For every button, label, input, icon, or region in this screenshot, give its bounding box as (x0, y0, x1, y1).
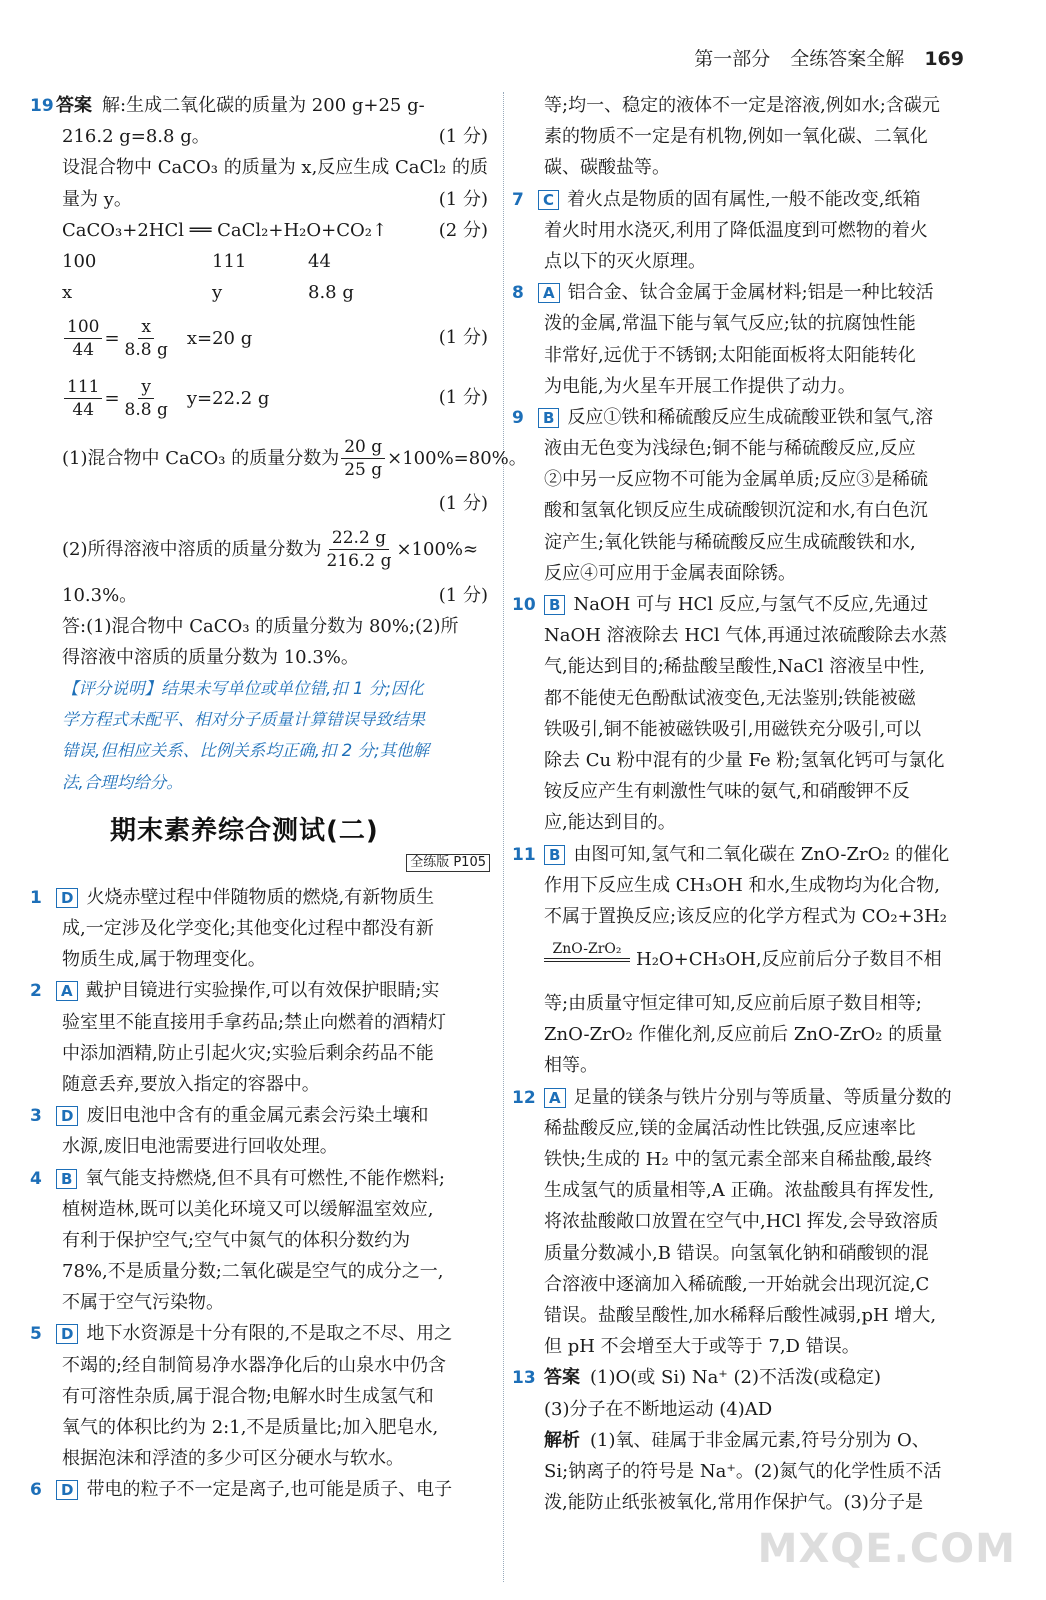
question-number: 12 (512, 1087, 536, 1108)
text-line: 酸和氢氧化钡反应生成硫酸钡沉淀和水,有白色沉 (544, 500, 928, 522)
question-1 (30, 882, 498, 976)
fraction: $\frac{111}{44}$ (64, 376, 102, 421)
text-line: 反应①铁和稀硫酸反应生成硫酸亚铁和氢气,溶 (567, 406, 934, 428)
question-number: 8 (512, 283, 524, 304)
text-line: 稀盐酸反应,镁的金属活动性比铁强,反应速率比 (544, 1117, 916, 1139)
answer-badge: A (538, 283, 560, 303)
text-line: 等;均一、稳定的液体不一定是溶液,例如水;含碳元 (544, 95, 940, 116)
scoring-note: 【评分说明】结果未写单位或单位错,扣 1 分;因化 (62, 679, 424, 699)
text-line: ZnO-ZrO₂ 作催化剂,反应前后 ZnO-ZrO₂ 的质量 (544, 1024, 943, 1046)
answer-badge: B (544, 595, 565, 615)
section-label: 第一部分 (694, 48, 771, 70)
text-line: 气,能达到目的;稀盐酸呈酸性,NaCl 溶液呈中性, (544, 656, 925, 678)
text-line: 足量的镁条与铁片分别与等质量、等质量分数的 (573, 1086, 952, 1108)
question-4 (30, 1163, 498, 1319)
text-line: 不属于空气污染物。 (62, 1292, 224, 1314)
text-line: NaOH 溶液除去 HCl 气体,再通过浓硫酸除去水蒸 (544, 625, 948, 647)
scoring-note: 法,合理均给分。 (62, 772, 183, 792)
text-line: 有可溶性杂质,属于混合物;电解水时生成氢气和 (62, 1385, 434, 1407)
question-number: 11 (512, 844, 536, 865)
text-line: 但 pH 不会增至大于或等于 7,D 错误。 (544, 1336, 860, 1358)
text-line: 点以下的灭火原理。 (544, 250, 706, 272)
question-7 (512, 184, 982, 278)
question-number: 7 (512, 189, 524, 210)
scoring-note: 错误,但相应关系、比例关系均正确,扣 2 分;其他解 (62, 741, 430, 761)
text-line: 合溶液中逐滴加入稀硫酸,一开始就会出现沉淀,C (544, 1273, 930, 1295)
text-line: 错误。盐酸呈酸性,加水稀释后酸性减弱,pH 增大, (544, 1304, 937, 1326)
answer-badge: B (538, 408, 559, 428)
question-number: 6 (30, 1480, 42, 1501)
text-line: 相等。 (544, 1055, 598, 1077)
question-6 (30, 1474, 498, 1505)
text-line: 物质生成,属于物理变化。 (62, 949, 266, 971)
text-line: 火烧赤壁过程中伴随物质的燃烧,有新物质生 (86, 886, 435, 908)
fraction: $\frac{y}{8.8 g}$ (124, 376, 168, 420)
text-line: 泼,能防止纸张被氧化,常用作保护气。(3)分子是 (544, 1492, 923, 1514)
question-5 (30, 1318, 498, 1474)
question-12 (512, 1082, 982, 1363)
score: (1 分) (438, 493, 488, 515)
text-line: 液由无色变为浅绿色;铜不能与稀硫酸反应,反应 (544, 438, 916, 460)
answer-label: 答案 (56, 95, 92, 116)
text-line: 水源,废旧电池需要进行回收处理。 (62, 1136, 338, 1158)
text-line: ②中另一反应物不可能为金属单质;反应③是稀硫 (544, 469, 929, 491)
unknown-var: y (212, 282, 223, 304)
answer-badge: D (56, 1480, 78, 1500)
text-line: (1)氧、硅属于非金属元素,符号分别为 O、 (590, 1429, 930, 1451)
score: (1 分) (438, 188, 488, 210)
result: x=20 g (186, 327, 253, 349)
score: (2 分) (438, 219, 488, 241)
reaction-line (512, 932, 982, 988)
question-number: 5 (30, 1324, 42, 1345)
answer-badge: D (56, 888, 78, 908)
text-line: 着火点是物质的固有属性,一般不能改变,纸箱 (567, 188, 921, 210)
text-line: 216.2 g=8.8 g。 (62, 126, 210, 148)
section-title: 期末素养综合测试(二) (110, 815, 379, 846)
scoring-note: 学方程式未配平、相对分子质量计算错误导致结果 (62, 710, 425, 730)
text-line: 着火时用水浇灭,利用了降低温度到可燃物的着火 (544, 219, 928, 241)
text-line: (3)分子在不断地运动 (4)AD (544, 1398, 773, 1420)
question-2 (30, 975, 498, 1100)
text-line: 铝合金、钛合金属于金属材料;铝是一种比较活 (567, 282, 934, 304)
answer-badge: B (544, 845, 565, 865)
answer-badge: D (56, 1324, 78, 1344)
answer-badge: B (56, 1169, 77, 1189)
question-number: 4 (30, 1168, 42, 1189)
analysis-label: 解析 (544, 1429, 580, 1451)
text-line: 得溶液中溶质的质量分数为 10.3%。 (62, 646, 359, 668)
reference-badge: 全练版 P105 (406, 854, 490, 872)
score: (1 分) (438, 126, 488, 148)
question-number: 1 (30, 887, 42, 908)
answer-badge: D (56, 1106, 78, 1126)
question-8 (512, 277, 982, 402)
answer-badge: C (538, 190, 559, 210)
question-6-continued (512, 90, 982, 184)
text-line: 淀产生;氧化铁能与稀硫酸反应生成硫酸铁和水, (544, 531, 916, 553)
text-line: 有利于保护空气;空气中氮气的体积分数约为 (62, 1229, 411, 1251)
text-line: 成,一定涉及化学变化;其他变化过程中都没有新 (62, 918, 434, 939)
question-10 (512, 589, 982, 839)
subtitle-label: 全练答案全解 (790, 48, 905, 70)
text-line: 验室里不能直接用手拿药品;禁止向燃着的酒精灯 (62, 1011, 447, 1033)
text-line: H₂O+CH₃OH,反应前后分子数目不相 (636, 949, 942, 971)
question-3 (30, 1100, 498, 1162)
question-11 (512, 839, 982, 1082)
section-title-block (30, 798, 498, 870)
text-line: 为电能,为火星车开展工作提供了动力。 (544, 375, 856, 397)
question-number: 19 (30, 96, 54, 116)
question-number: 9 (512, 407, 524, 428)
text-line: 量为 y。 (62, 188, 132, 210)
fraction: $\frac{100}{44}$ (64, 316, 102, 361)
text-line: 植树造林,既可以美化环境又可以缓解温室效应, (62, 1198, 434, 1220)
text-line: 不属于置换反应;该反应的化学方程式为 CO₂+3H₂ (544, 905, 947, 927)
text-line: 戴护目镜进行实验操作,可以有效保护眼睛;实 (85, 980, 440, 1002)
known-mass: 8.8 g (308, 282, 354, 304)
text-line: ×100%≈ (396, 538, 479, 560)
unknown-var: x (62, 282, 73, 304)
answer-badge: A (56, 981, 78, 1001)
equation: CaCO₃+2HCl ══ CaCl₂+H₂O+CO₂↑ (62, 219, 388, 241)
question-19: 19 答案 解:生成二氧化碳的质量为 200 g+25 g- 216.2 g=8.8 g。 (1 分) 设混合物中 CaCO₃ 的质量为 x,反应生成 CaCl₂ 的质 量为 y。 (1 分) CaCO₃+2HCl ══ CaCl₂+H₂O+CO₂↑ (2 分) 100 111 44 x y 8.8 g $\frac{100}{44}$ = $\frac{x}{8.8 g}$ x=20 g (1 分) $\frac{111}{44}$ = $\frac{y}{8.8 g}$ y=22.2 g (1 分) (1)混合物中 CaCO₃ 的质量分数为 $\frac{20 g}{25 g}$ ×100%=80%。 (1 分) (2)所得溶液中溶质的质量分数为 $\frac{22.2 g}{216.2 g}$ ×100%≈ 10.3%。 (1 分) 答:(1)混合物中 CaCO₃ 的质量分数为 80%;(2)所 得溶液中溶质的质量分数为 10.3%。 【评分说明】结果未写单位或单位错,扣 1 分;因化 学方程式未配平、相对分子质量计算错误导致结果 错误,但相应关系、比例关系均正确,扣 2 分;其他解 法,合理均给分。 (30, 90, 498, 798)
text-line: Si;钠离子的符号是 Na⁺。(2)氮气的化学性质不活 (544, 1460, 942, 1482)
text-line: 作用下反应生成 CH₃OH 和水,生成物均为化合物, (544, 874, 941, 896)
text-line: 都不能使无色酚酞试液变色,无法鉴别;铁能被磁 (544, 687, 916, 709)
text-line: 应,能达到目的。 (544, 812, 676, 834)
answer-label: 答案 (544, 1367, 580, 1389)
score: (1 分) (438, 387, 488, 409)
fraction: $\frac{20 g}{25 g}$ (341, 436, 385, 481)
text-line: 生成氢气的质量相等,A 正确。浓盐酸具有挥发性, (544, 1180, 935, 1202)
text-line: 非常好,远优于不锈钢;太阳能面板将太阳能转化 (544, 344, 916, 366)
question-number: 3 (30, 1106, 42, 1127)
text-line: 随意丢弃,要放入指定的容器中。 (62, 1073, 320, 1095)
text-line: (2)所得溶液中溶质的质量分数为 (62, 538, 322, 560)
question-9 (512, 402, 982, 589)
molar-mass: 44 (308, 250, 331, 272)
fraction: $\frac{x}{8.8 g}$ (124, 316, 168, 360)
text-line: 废旧电池中含有的重金属元素会污染土壤和 (86, 1105, 429, 1127)
text-line: 中添加酒精,防止引起火灾;实验后剩余药品不能 (62, 1042, 434, 1064)
question-number: 10 (512, 595, 536, 615)
text-line: 铁吸引,铜不能被磁铁吸引,用磁铁充分吸引,可以 (544, 718, 922, 740)
text-line: ×100%=80%。 (387, 447, 527, 469)
molar-mass: 100 (62, 250, 97, 272)
text-line: 素的物质不一定是有机物,例如一氧化碳、二氧化 (544, 126, 928, 148)
page-number: 169 (924, 48, 964, 70)
text-line: 除去 Cu 粉中混有的少量 Fe 粉;氢氧化钙可与氯化 (544, 749, 945, 771)
text-line: 反应④可应用于金属表面除锈。 (544, 562, 796, 584)
text-line: 不竭的;经自制简易净水器净化后的山泉水中仍含 (62, 1354, 447, 1376)
text-line: 铵反应产生有刺激性气味的氨气,和硝酸钾不反 (544, 781, 910, 803)
question-13 (512, 1362, 982, 1518)
text-line: NaOH 可与 HCl 反应,与氢气不反应,先通过 (573, 594, 929, 615)
score: (1 分) (438, 584, 488, 606)
text-line: 地下水资源是十分有限的,不是取之不尽、用之 (86, 1323, 453, 1345)
text-line: 氧气的体积比约为 2:1,不是质量比;加入肥皂水, (62, 1417, 439, 1438)
column-divider (503, 92, 504, 1582)
text-line: 解:生成二氧化碳的质量为 200 g+25 g- (102, 95, 425, 116)
text-line: 设混合物中 CaCO₃ 的质量为 x,反应生成 CaCl₂ 的质 (62, 157, 488, 179)
watermark: MXQE.COM (757, 1526, 1016, 1572)
right-column (512, 90, 982, 1518)
answer-badge: A (544, 1088, 566, 1108)
text-line: 答:(1)混合物中 CaCO₃ 的质量分数为 80%;(2)所 (62, 615, 459, 637)
text-line: 等;由质量守恒定律可知,反应前后原子数目相等; (544, 993, 922, 1015)
text-line: 10.3%。 (62, 584, 138, 606)
text-line: 根据泡沫和浮渣的多少可区分硬水与软水。 (62, 1448, 404, 1470)
molar-mass: 111 (212, 250, 247, 272)
text-line: 将浓盐酸敞口放置在空气中,HCl 挥发,会导致溶质 (544, 1211, 939, 1233)
result: y=22.2 g (186, 387, 270, 409)
reaction-condition: ZnO-ZrO₂ (544, 940, 630, 980)
text-line: 由图可知,氢气和二氧化碳在 ZnO-ZrO₂ 的催化 (573, 843, 950, 865)
page-header (680, 44, 964, 71)
text-line: (1)O(或 Si) Na⁺ (2)不活泼(或稳定) (590, 1367, 882, 1389)
text-line: 泼的金属,常温下能与氧气反应;钛的抗腐蚀性能 (544, 313, 916, 335)
text-line: 质量分数减小,B 错误。向氢氧化钠和硝酸钡的混 (544, 1242, 929, 1264)
text-line: 碳、碳酸盐等。 (544, 157, 670, 179)
score: (1 分) (438, 327, 488, 349)
question-number: 13 (512, 1368, 536, 1389)
fraction: $\frac{22.2 g}{216.2 g}$ (326, 528, 392, 571)
text-line: 氧气能支持燃烧,但不具有可燃性,不能作燃料; (85, 1167, 445, 1189)
text-line: 带电的粒子不一定是离子,也可能是质子、电子 (86, 1479, 453, 1501)
text-line: 铁快;生成的 H₂ 中的氢元素全部来自稀盐酸,最终 (544, 1149, 933, 1170)
question-number: 2 (30, 981, 42, 1002)
text-line: 78%,不是质量分数;二氧化碳是空气的成分之一, (62, 1261, 444, 1283)
text-line: (1)混合物中 CaCO₃ 的质量分数为 (62, 447, 340, 469)
